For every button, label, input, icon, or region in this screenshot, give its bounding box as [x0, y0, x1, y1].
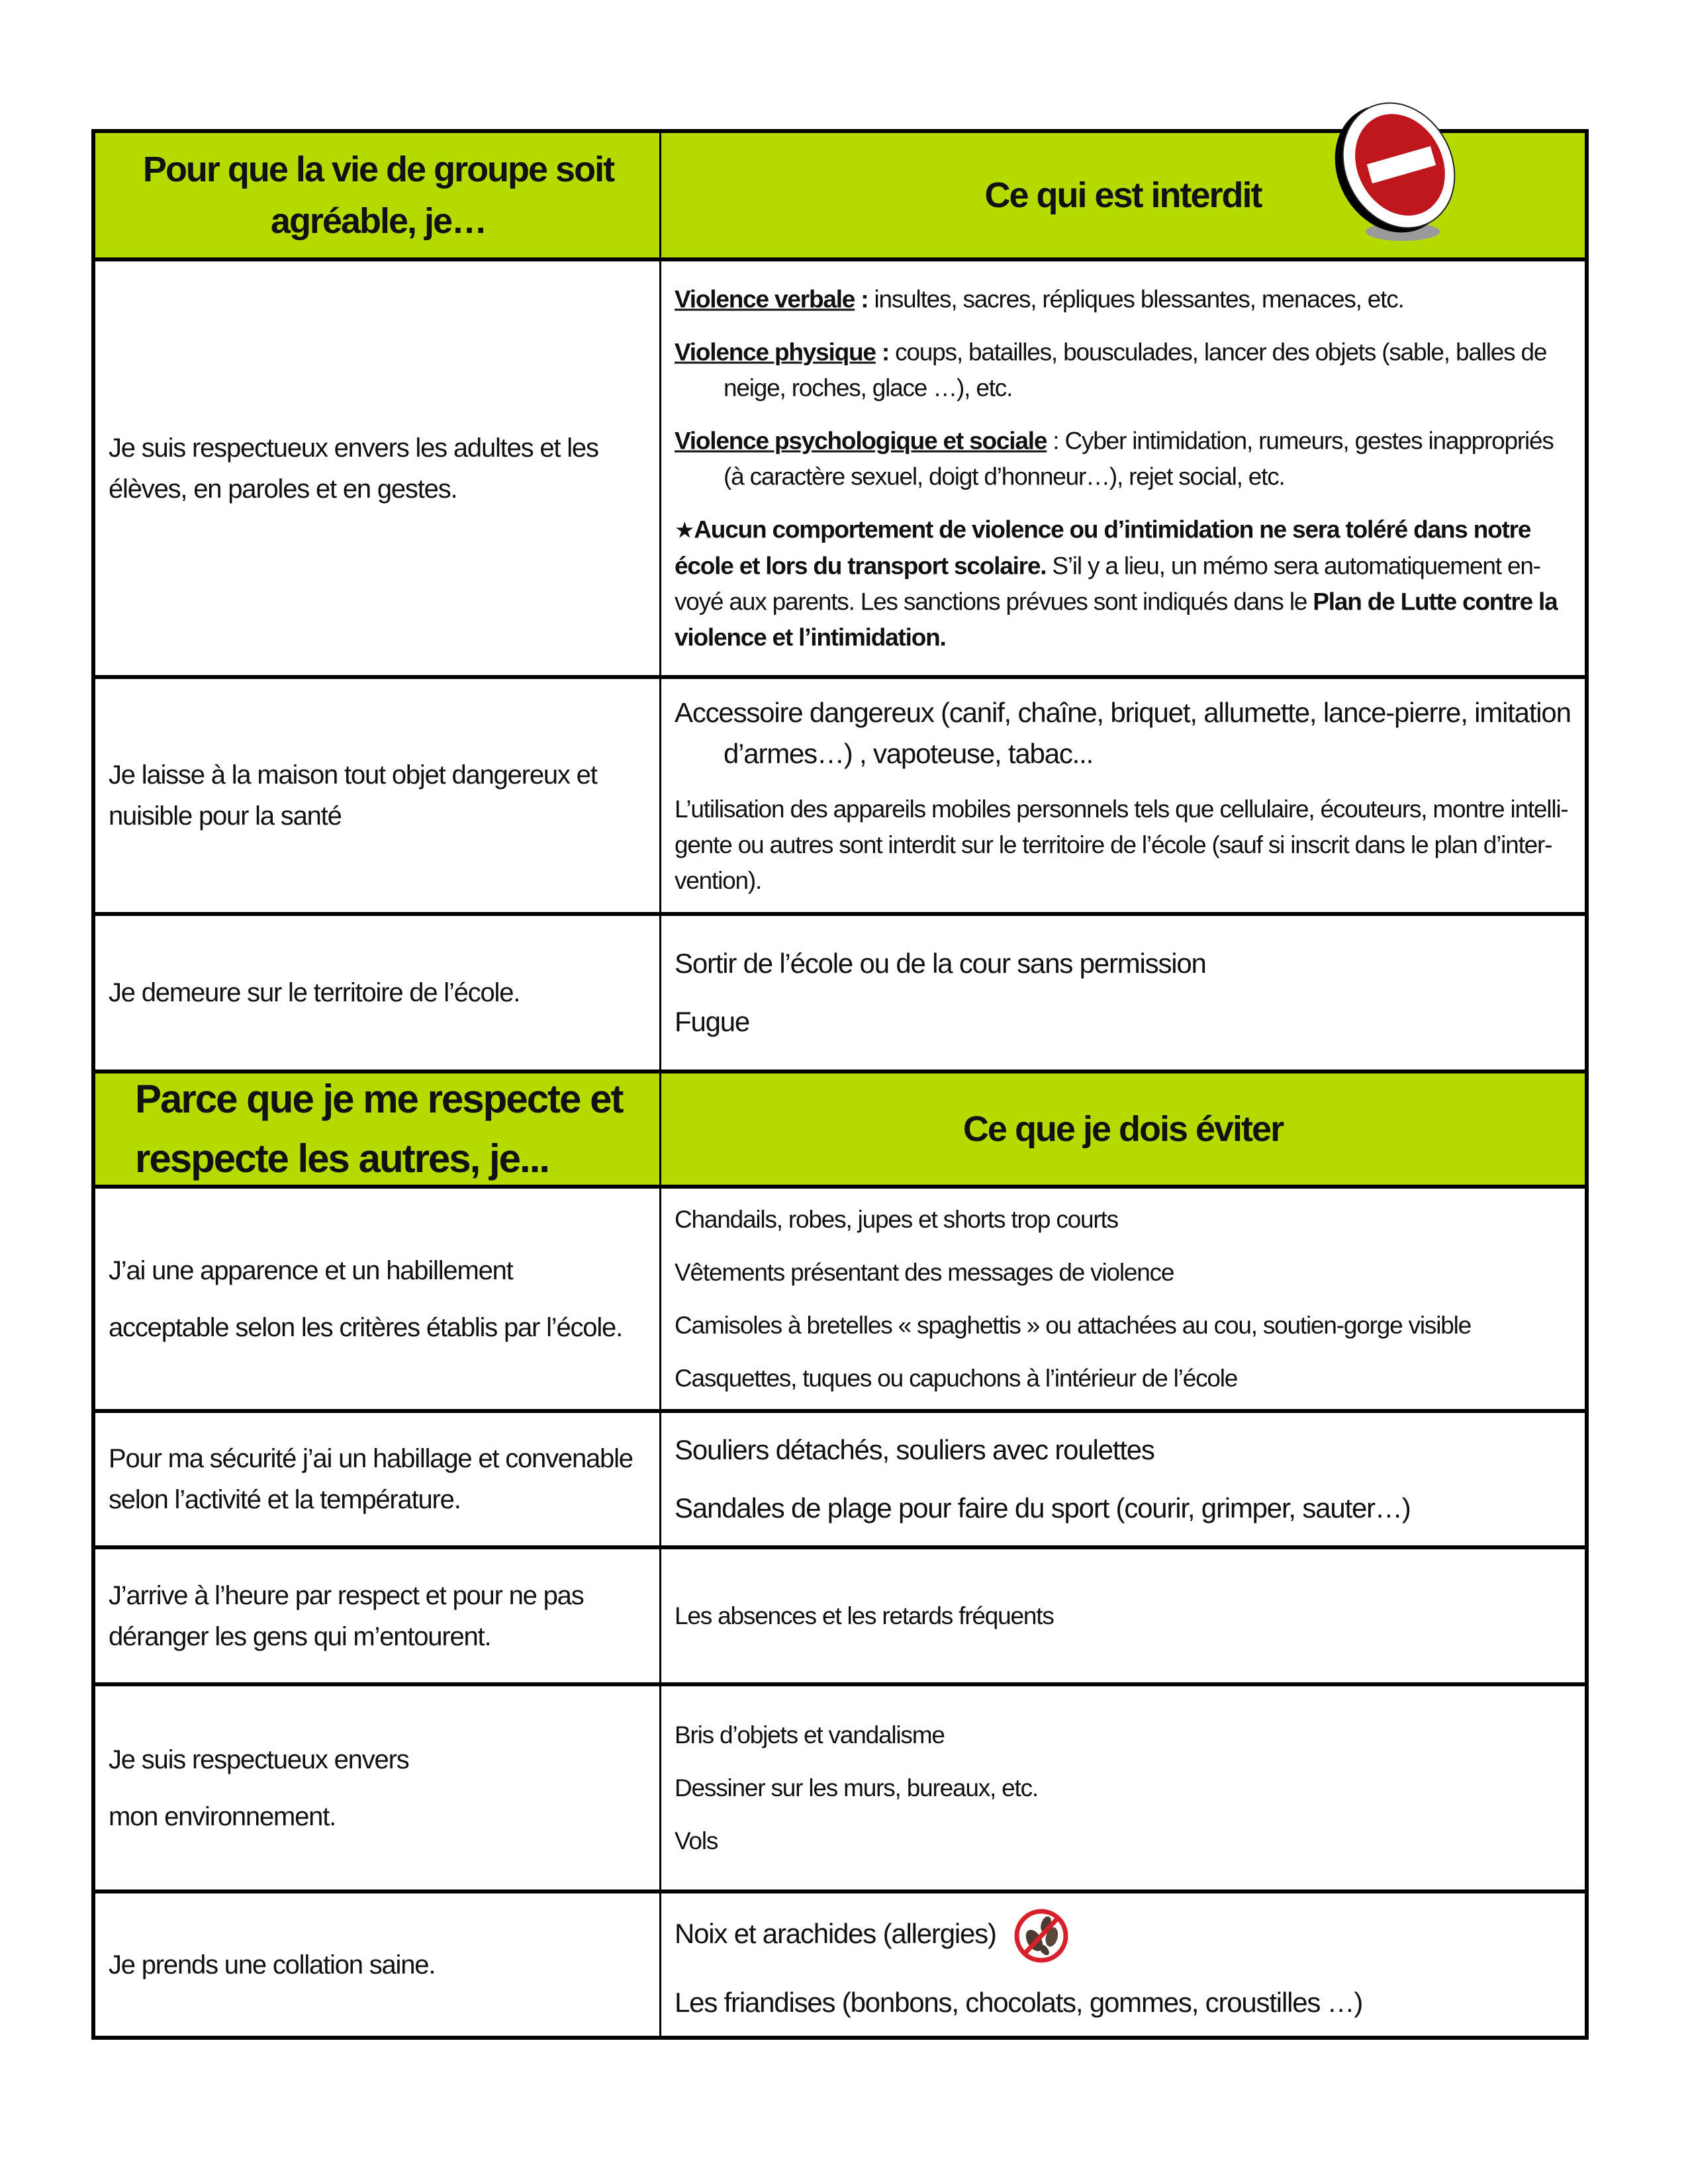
row-left-line: Je suis respectueux envers les adultes et les	[109, 433, 598, 463]
forbidden-item	[675, 1430, 1571, 1471]
row-left-line: Je laisse à la maison tout objet dangereux et	[109, 760, 597, 790]
row-left-text	[109, 754, 648, 837]
section2-header-row	[91, 1073, 1589, 1189]
table-row	[91, 1413, 1589, 1549]
row-left-line: Je demeure sur le territoire de l’école.	[109, 978, 520, 1007]
item-text: Dessiner sur les murs, bureaux, etc.	[675, 1774, 1039, 1801]
row-left-line: nuisible pour la santé	[109, 801, 342, 831]
table-row	[91, 261, 1589, 679]
row-left-line: selon l’activité et la température.	[109, 1485, 461, 1514]
item-text: : Cyber intimidation, rumeurs, gestes inappropriés (à caractère sexuel, doigt d’honneur…), rejet social, etc.	[724, 427, 1554, 490]
item-text: Fugue	[675, 1006, 750, 1037]
row-right-items	[675, 943, 1571, 1042]
item-text: L’utilisation des appareils mobiles personnels tels que cellulaire, écouteurs, montre intelli-gente ou autres sont interdit sur le territoire de l’école (sauf si inscrit dans le plan d’inter-vention).	[675, 796, 1568, 894]
row-left-text	[109, 1242, 648, 1356]
no-entry-sign-icon	[1325, 99, 1464, 245]
row-right-items	[675, 1907, 1571, 2023]
item-text: Vols	[675, 1827, 718, 1854]
forbidden-item	[675, 943, 1571, 984]
forbidden-item	[675, 1823, 1571, 1859]
section1-right-header-title: Ce qui est interdit	[984, 175, 1262, 215]
row-left-line: J’ai une apparence et un habillement	[109, 1255, 513, 1285]
forbidden-item	[675, 334, 1571, 406]
table-row	[91, 1686, 1589, 1893]
forbidden-item	[675, 281, 1571, 317]
section1-left-header-line2: agréable, je…	[270, 201, 487, 241]
row-left-line: Je prends une collation saine.	[109, 1950, 436, 1979]
section2-left-header	[91, 1073, 663, 1189]
table-row	[91, 916, 1589, 1073]
row-right-items	[675, 1202, 1571, 1396]
item-text: Casquettes, tuques ou capuchons à l’intérieur de l’école	[675, 1364, 1238, 1392]
section1-left-header-line1: Pour que la vie de groupe soit	[142, 150, 614, 189]
table-row	[91, 1189, 1589, 1413]
row-left-text	[109, 1438, 648, 1520]
section2-right-header-title: Ce que je dois éviter	[962, 1109, 1284, 1149]
row-right-items	[675, 692, 1571, 899]
row-left-text	[109, 1944, 648, 1985]
forbidden-item	[675, 1770, 1571, 1806]
row-left-line: Je suis respectueux envers	[109, 1745, 409, 1774]
table-row	[91, 679, 1589, 916]
row-left-line: déranger les gens qui m’entourent.	[109, 1621, 491, 1651]
row-left-line: acceptable selon les critères établis par l’école.	[109, 1312, 622, 1342]
forbidden-item	[675, 1202, 1571, 1238]
forbidden-item	[675, 1717, 1571, 1753]
forbidden-item	[675, 792, 1571, 899]
forbidden-item	[675, 512, 1571, 655]
forbidden-item	[675, 423, 1571, 494]
section2-left-header-line2: respecte les autres, je...	[135, 1136, 549, 1181]
item-text: Noix et arachides (allergies)	[675, 1917, 996, 1949]
row-right-items	[675, 281, 1571, 655]
item-text: Souliers détachés, souliers avec roulettes	[675, 1434, 1154, 1465]
forbidden-item	[675, 1488, 1571, 1529]
table-row	[91, 1549, 1589, 1686]
row-right-items	[675, 1430, 1571, 1529]
item-text: Sortir de l’école ou de la cour sans permission	[675, 948, 1206, 979]
row-right-items	[675, 1717, 1571, 1859]
item-text: Aucun comportement de violence ou d’intimidation ne sera toléré dans notre école et lors du transport scolaire.	[675, 516, 1531, 579]
row-right-items	[675, 1598, 1571, 1634]
item-text: Chandails, robes, jupes et shorts trop courts	[675, 1205, 1118, 1233]
section1-left-header	[91, 129, 663, 261]
row-left-line: Pour ma sécurité j’ai un habillage et convenable	[109, 1444, 633, 1473]
item-text: Plan de Lutte contre la violence et l’intimidation.	[675, 588, 1558, 651]
item-text: Accessoire dangereux (canif, chaîne, briquet, allumette, lance-pierre, imitation d’armes…) , vapoteuse, tabac...	[675, 697, 1571, 769]
table-row	[91, 1893, 1589, 2040]
row-left-text	[109, 1731, 648, 1845]
section2-left-header-line1: Parce que je me respecte et	[135, 1077, 623, 1121]
no-nuts-icon	[1012, 1907, 1070, 1965]
item-text: coups, batailles, bousculades, lancer des objets (sable, balles de neige, roches, glace …), etc.	[724, 338, 1547, 401]
item-text: S’il y a lieu, un mémo sera automatiquement en-voyé aux parents. Les sanctions prévues sont indiqués dans le	[675, 552, 1540, 615]
item-text: :	[855, 285, 874, 312]
item-text: :	[875, 338, 896, 365]
forbidden-item	[675, 1907, 1571, 1965]
item-text: Vêtements présentant des messages de violence	[675, 1258, 1174, 1286]
forbidden-item	[675, 1001, 1571, 1042]
item-text: insultes, sacres, répliques blessantes, menaces, etc.	[874, 285, 1404, 312]
item-text: Bris d’objets et vandalisme	[675, 1721, 945, 1749]
row-left-text	[109, 428, 648, 510]
row-left-text	[109, 972, 648, 1013]
item-text: Les absences et les retards fréquents	[675, 1602, 1054, 1629]
section1-header-row	[91, 129, 1589, 261]
forbidden-item	[675, 1982, 1571, 2023]
forbidden-item	[675, 1255, 1571, 1291]
row-left-line: J’arrive à l’heure par respect et pour ne pas	[109, 1580, 584, 1610]
row-left-text	[109, 1575, 648, 1657]
category-label: Violence psychologique et sociale	[675, 427, 1047, 454]
forbidden-item	[675, 1361, 1571, 1396]
category-label: Violence verbale	[675, 285, 855, 312]
row-left-line: élèves, en paroles et en gestes.	[109, 474, 457, 504]
section2-right-header	[659, 1073, 1589, 1189]
star-icon: ★	[675, 518, 694, 543]
forbidden-item	[675, 692, 1571, 774]
item-text: Sandales de plage pour faire du sport (courir, grimper, sauter…)	[675, 1492, 1411, 1524]
forbidden-item	[675, 1598, 1571, 1634]
item-text: Camisoles à bretelles « spaghettis » ou attachées au cou, soutien-gorge visible	[675, 1311, 1472, 1339]
row-left-line: mon environnement.	[109, 1801, 336, 1831]
forbidden-item	[675, 1308, 1571, 1343]
item-text: Les friandises (bonbons, chocolats, gommes, croustilles …)	[675, 1986, 1363, 2018]
category-label: Violence physique	[675, 338, 876, 365]
